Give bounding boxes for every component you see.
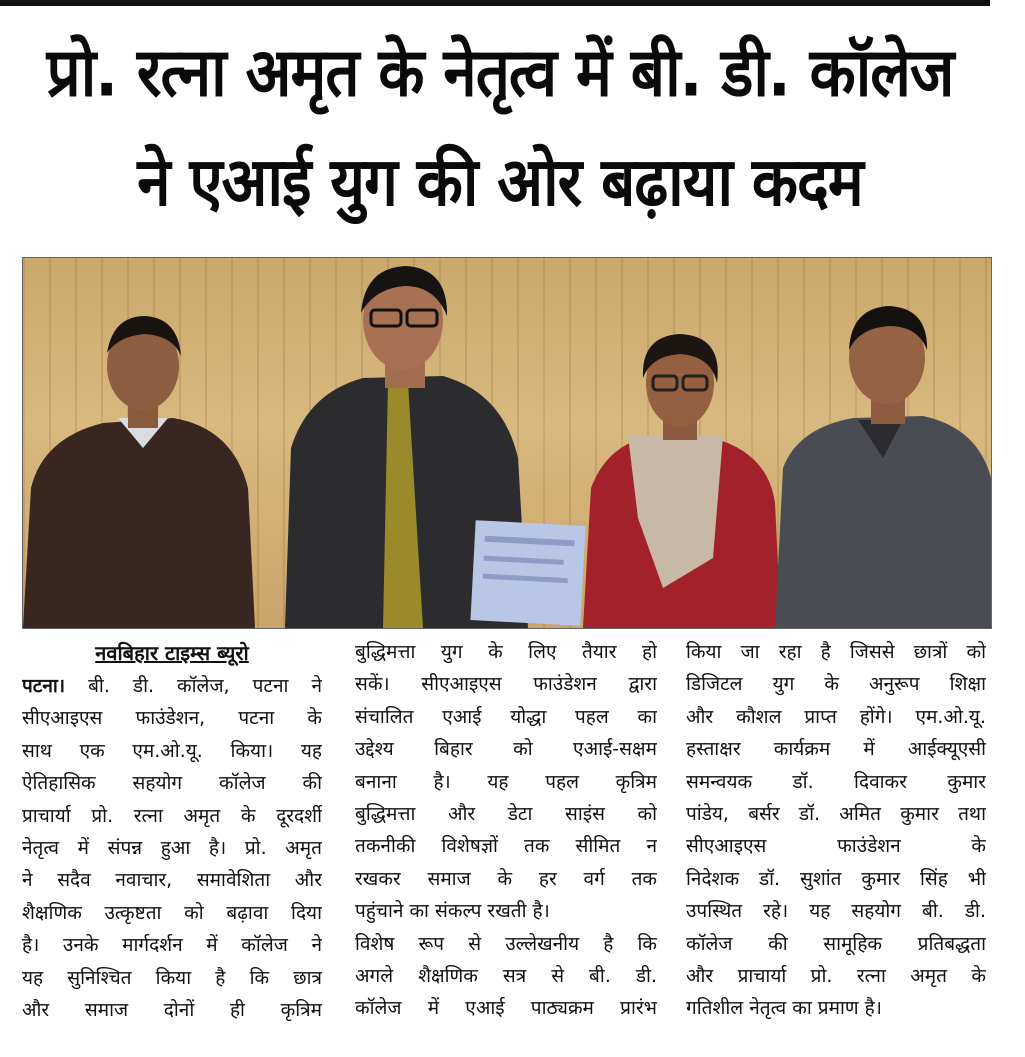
photo-illustration — [23, 258, 991, 628]
column-2-line: बनाना है। यह पहल कृत्रिम — [355, 770, 657, 793]
column-2-line: संचालित एआई योद्धा पहल का — [355, 705, 657, 728]
article-column-2 — [355, 636, 657, 1057]
column-3-line: किया जा रहा है जिससे छात्रों को — [686, 641, 986, 663]
top-rule — [0, 0, 990, 6]
column-3-line: पांडेय, बर्सर डॉ. अमित कुमार तथा — [686, 803, 986, 826]
headline-line-2: ने एआई युग की ओर बढ़ाया कदम — [137, 143, 863, 222]
news-photo — [22, 257, 992, 629]
article-byline: नवबिहार टाइम्स ब्यूरो — [95, 641, 249, 665]
column-3-line: सीएआइएस फाउंडेशन के — [686, 835, 986, 858]
person-3-figure — [583, 334, 781, 628]
column-3-line: उपस्थित रहे। यह सहयोग बी. डी. — [686, 900, 986, 923]
column-3-line: गतिशील नेतृत्व का प्रमाण है। — [686, 997, 882, 1020]
person-1-figure — [23, 316, 255, 628]
headline — [0, 18, 1000, 238]
article-column-1 — [22, 636, 322, 1057]
column-1-line: साथ एक एम.ओ.यू. किया। यह — [22, 739, 322, 762]
column-2-line: रखकर समाज के हर वर्ग तक — [355, 867, 657, 890]
column-1-line: सीएआइएस फाउंडेशन, पटना के — [22, 707, 322, 730]
column-2-line: सकें। सीएआइएस फाउंडेशन द्वारा — [355, 673, 657, 696]
column-1-line: ऐतिहासिक सहयोग कॉलेज की — [22, 772, 322, 795]
column-3-line: निदेशक डॉ. सुशांत कुमार सिंह भी — [686, 867, 986, 890]
column-1-line-1: पटना। बी. डी. कॉलेज, पटना ने — [22, 675, 322, 697]
article-dateline: पटना। — [22, 675, 66, 697]
column-3-line: और कौशल प्राप्त होंगे। एम.ओ.यू. — [686, 705, 986, 728]
article-body — [22, 636, 990, 1057]
column-2-line: उद्देश्य बिहार को एआई-सक्षम — [355, 738, 657, 761]
column-1-line: यह सुनिश्चित किया है कि छात्र — [22, 966, 322, 989]
column-2-line: विशेष रूप से उल्लेखनीय है कि — [355, 932, 657, 955]
mou-document — [470, 520, 585, 626]
person-4-figure — [775, 306, 991, 628]
column-3-line: हस्ताक्षर कार्यक्रम में आईक्यूएसी — [686, 738, 986, 761]
column-1-line: शैक्षणिक उत्कृष्टता को बढ़ावा दिया — [22, 901, 322, 924]
column-3-line: और प्राचार्या प्रो. रत्ना अमृत के — [686, 965, 986, 988]
column-2-line: बुद्धिमत्ता और डेटा साइंस को — [355, 803, 657, 826]
column-1-line: नेतृत्व में संपन्न हुआ है। प्रो. अमृत — [22, 837, 322, 860]
column-1-line: प्राचार्या प्रो. रत्ना अमृत के दूरदर्शी — [22, 804, 322, 827]
column-2-line: पहुंचाने का संकल्प रखती है। — [355, 900, 550, 923]
headline-line-1: प्रो. रत्ना अमृत के नेतृत्व में बी. डी. कॉलेज — [46, 33, 954, 113]
column-1-line: ने सदैव नवाचार, समावेशिता और — [22, 869, 322, 892]
column-2-line: तकनीकी विशेषज्ञों तक सीमित न — [355, 835, 657, 858]
column-1-line: और समाज दोनों ही कृत्रिम — [22, 999, 322, 1022]
article-column-3 — [686, 636, 986, 1057]
column-1-line: है। उनके मार्गदर्शन में कॉलेज ने — [22, 934, 322, 957]
column-2-line: अगले शैक्षणिक सत्र से बी. डी. — [355, 965, 657, 988]
column-3-line: समन्वयक डॉ. दिवाकर कुमार — [686, 770, 986, 793]
column-2-line: कॉलेज में एआई पाठ्यक्रम प्रारंभ — [355, 997, 657, 1020]
column-3-line: कॉलेज की सामूहिक प्रतिबद्धता — [686, 932, 986, 955]
column-2-line: बुद्धिमत्ता युग के लिए तैयार हो — [355, 641, 657, 663]
column-3-line: डिजिटल युग के अनुरूप शिक्षा — [686, 673, 986, 696]
